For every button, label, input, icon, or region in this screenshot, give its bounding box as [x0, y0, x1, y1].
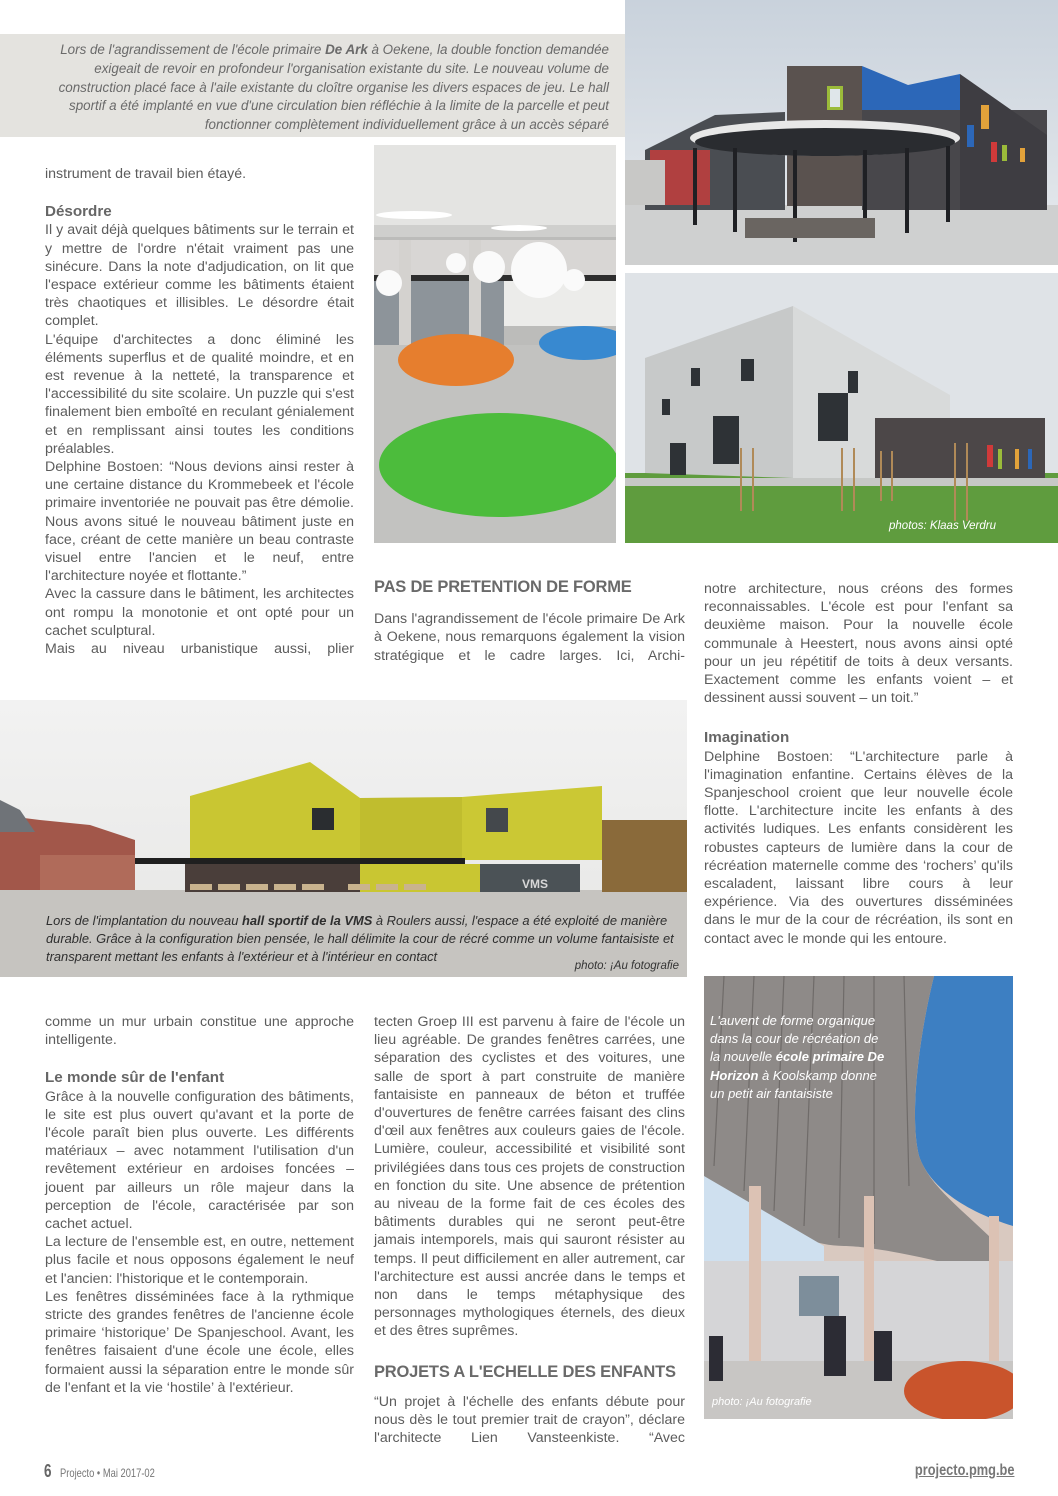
- heading-imagination: Imagination: [704, 729, 790, 747]
- photo-vms-sports-hall: [0, 700, 687, 977]
- page-number: 6: [44, 1461, 52, 1481]
- column-1-bottom: [45, 1013, 354, 1397]
- col2-bottom-paragraph: tecten Groep III est parvenu à faire de l'école un lieu agréable. De grandes fenêtres carrées, une séparation des cyclistes et des voitures, une salle de sport à part construite de manière fantaisiste en panneaux de béton et truffée d'ouvertures de fenêtre carrées faisant des clins d'œil aux fenêtres aux couleurs gaies de l'école. Lumière, couleur, accessibilité et visibilité sont privilégiées dans tous ces projets de construction en fonction du site. Une absence de prétention au niveau de la forme fait de ces écoles des bâtiments durables qui ne seront peut-être jamais intemporels, mais qui sauront résister au temps. Il peut difficilement en aller autrement, car l'architecture est aussi ancrée dans le temps et non dans le temps métaphysique des personnages mythologiques éternels, des dieux et des êtres suprêmes.: [374, 1014, 685, 1340]
- photo-de-ark-exterior: [625, 0, 1058, 265]
- photo-concrete-building-image: [625, 273, 1058, 543]
- col1-intro: instrument de travail bien étayé.: [45, 166, 247, 182]
- heading-projets-a-lechelle: PROJETS A L'ECHELLE DES ENFANTS: [374, 1362, 676, 1381]
- col3-paragraph: notre architecture, nous créons des formes reconnaissables. L'école est pour l'enfant sa deuxième maison. Pour la nouvelle école communale à Heestert, nous avons ainsi opté pour un jeu répétitif de toits à deux versants. Exactement comme les enfants voient – et dessinent aussi souvent – un toit.”: [704, 581, 1013, 707]
- vms-photo-caption: Lors de l'implantation du nouveau hall sportif de la VMS à Roulers aussi, l'espace a été exploité de manière durable. Grâce à la configuration bien pensée, le hall délimite la cour de récré comme un volume fantaisiste et transparent mettant les enfants à l'extérieur et à l'intérieur en contact: [46, 913, 674, 965]
- photo-de-horizon-canopy: [704, 976, 1013, 1419]
- horizon-photo-caption: L'auvent de forme organique dans la cour de récréation de la nouvelle école primaire De Horizon à Koolskamp donne un petit air fantaisiste: [710, 1013, 885, 1101]
- website-link[interactable]: projecto.pmg.be: [914, 1462, 1014, 1479]
- col1-paragraph: L'équipe d'architectes a donc éliminé les éléments superflus et de qualité moindre, et en est revenue à la netteté, la transparence et l'accessibilité du site scolaire. Un puzzle qui s'est finalement bien emboîté en reculant génialement et en remplissant ainsi toutes les conditions préalables.: [45, 331, 354, 457]
- caption-bold-vms: hall sportif de la VMS: [241, 913, 373, 928]
- col1-paragraph: Mais au niveau urbanistique aussi, plier: [45, 641, 354, 658]
- photo-interior-hall: [374, 145, 616, 543]
- col1-paragraph: Avec la cassure dans le bâtiment, les architectes ont rompu la monotonie et ont opté pour un cachet sculptural.: [45, 586, 354, 639]
- top-photo-caption: Lors de l'agrandissement de l'école primaire De Ark à Oekene, la double fonction demandée exigeait de revoir en profondeur l'organisation existante du site. Le nouveau volume de construction placé face à l'aile existante du cloître organise les divers espaces de jeu. Le hall sportif a été implanté en vue d'une circulation bien réfléchie à la limite de la parcelle et peut fonctionner complètement individuellement grâce à un accès séparé: [58, 42, 609, 133]
- photo-de-ark-exterior-image: [625, 0, 1058, 265]
- col1-bottom-paragraph: Grâce à la nouvelle configuration des bâtiments, le site est plus ouvert qu'avant et la porte de l'école paraît bien plus ouverte. Les différents matériaux – avec notamment l'utilisation d'un revêtement extérieur en ardoises foncées – jouent par ailleurs un rôle majeur dans la perception de l'école, caractérisée par son cachet actuel.: [45, 1088, 354, 1233]
- publication-issue: Projecto • Mai 2017-02: [60, 1466, 155, 1480]
- col1-paragraph: Delphine Bostoen: “Nous devions ainsi rester à une certaine distance du Krommebeek et l'école primaire inventoriée ne pouvait pas être démolie. Nous avons situé le nouveau bâtiment juste en face, créant de cette manière un beau contraste visuel entre l'ancien et le neuf, entre l'architecture noyée et flottante.”: [45, 459, 354, 585]
- column-3-mid: [704, 580, 1013, 948]
- col2-paragraph: Dans l'agrandissement de l'école primaire De Ark à Oekene, nous remarquons également la vision stratégique et le cadre larges. Ici, Archi-: [374, 611, 685, 664]
- column-2-bottom: [374, 1013, 685, 1447]
- vms-sign: VMS: [522, 877, 549, 891]
- photo-concrete-building: [625, 273, 1058, 543]
- photo-credit-klaas-verdru: photos: Klaas Verdru: [889, 520, 996, 532]
- col2-bottom-paragraph-2: “Un projet à l'échelle des enfants débute pour nous dès le tout premier trait de crayon”, déclare l'architecte Lien Vansteenkiste. “Avec: [374, 1393, 685, 1447]
- col1-bottom-paragraph: Les fenêtres disséminées face à la rythmique stricte des grandes fenêtres de l'ancienne école primaire ‘historique’ De Spanjeschool. Avant, les fenêtres faisaient d'une école une école, elles formaient aussi la séparation entre le monde sûr de l'enfant et la vie ‘hostile’ à l'extérieur.: [45, 1288, 354, 1396]
- caption-bold-de-horizon: école primaire De Horizon: [710, 1049, 885, 1083]
- heading-le-monde-sur: Le monde sûr de l'enfant: [45, 1069, 225, 1087]
- column-2-top: [374, 578, 685, 665]
- top-photo-caption-box: [0, 34, 625, 137]
- col1-paragraph: Il y avait déjà quelques bâtiments sur le terrain et y mettre de l'ordre n'était vraiment pas une sinécure. Dans la note d'adjudication, on lit que l'espace extérieur comme les bâtiments étaient très chaotiques et illisibles. Le désordre était complet.: [45, 222, 354, 330]
- col3-paragraph-2: Delphine Bostoen: “L'architecture parle à l'imagination enfantine. Certains élèves de la Spanjeschool croient que leur nouvelle école flotte. L'architecture incite les enfants à des activités ludiques. Les enfants considèrent les robustes capteurs de lumière dans la cour de récréation maternelle comme des ‘rochers’ qu'ils escaladent, laissant libre cours à leur expérience. Via des ouvertures disséminées dans le mur de la cour de récréation, ils sont en contact avec le monde qui les entoure.: [704, 748, 1013, 947]
- photo-credit-au-fotografie-horizon: photo: ¡Au fotografie: [712, 1396, 812, 1408]
- photo-credit-au-fotografie: photo: ¡Au fotografie: [574, 960, 679, 972]
- caption-bold-de-ark: De Ark: [325, 42, 368, 57]
- heading-desordre: Désordre: [45, 203, 112, 221]
- photo-interior-hall-image: [374, 145, 616, 543]
- column-1-top: [45, 165, 354, 658]
- col1-bottom-paragraph: La lecture de l'ensemble est, en outre, nettement plus facile et nous opposons également le neuf et l'ancien: l'historique et le contemporain.: [45, 1234, 354, 1287]
- col1-bottom-intro: comme un mur urbain constitue une approche intelligente.: [45, 1014, 354, 1049]
- heading-pas-de-pretention: PAS DE PRETENTION DE FORME: [374, 578, 632, 596]
